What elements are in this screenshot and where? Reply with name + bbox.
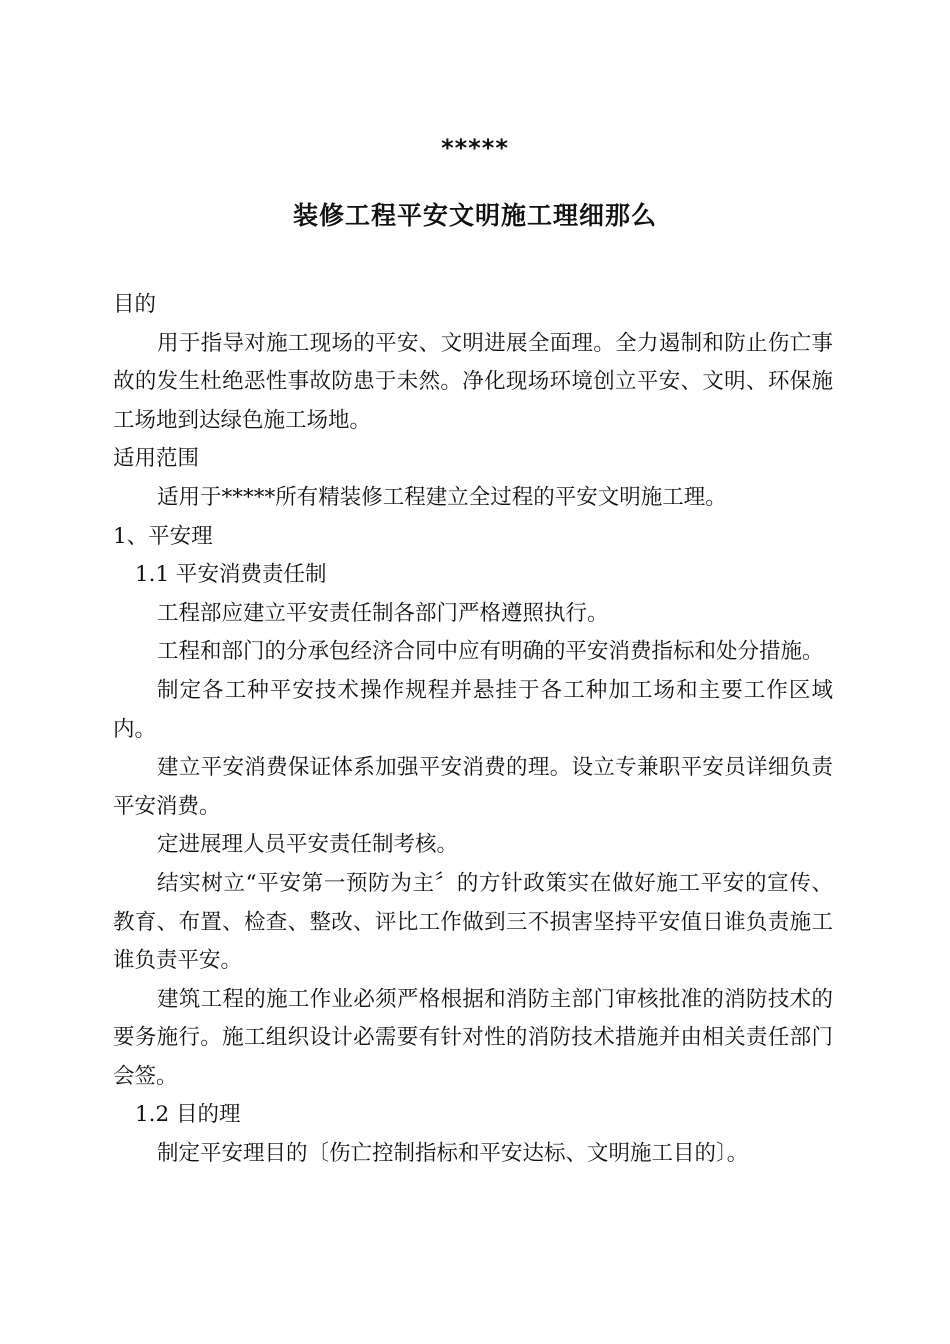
document-code: ***** (441, 134, 509, 162)
paragraph: 制定各工种平安技术操作规程并悬挂于各工种加工场和主要工作区域内。 (113, 677, 833, 742)
document-body (113, 286, 833, 1174)
paragraph: 适用于*****所有精装修工程建立全过程的平安文明施工理。 (157, 484, 727, 510)
paragraph: 建筑工程的施工作业必须严格根据和消防主部门审核批准的消防技术的要务施行。施工组织设计必需要有针对性的消防技术措施并由相关责任部门会签。 (113, 986, 833, 1089)
paragraph: 建立平安消费保证体系加强平安消费的理。设立专兼职平安员详细负责平安消费。 (113, 755, 833, 819)
paragraph: 工程和部门的分承包经济合同中应有明确的平安消费指标和处分措施。 (157, 639, 824, 665)
section-heading-safety: 1、平安理 (113, 523, 213, 549)
document-title: 装修工程平安文明施工理细那么 (292, 201, 657, 230)
paragraph: 结实树立“平安第一预防为主〞的方针政策实在做好施工平安的宣传、教育、布置、检查、整改、评比工作做到三不损害坚持平安值日谁负责施工谁负责平安。 (113, 870, 833, 974)
paragraph: 定进展理人员平安责任制考核。 (157, 832, 459, 858)
paragraph: 用于指导对施工现场的平安、文明进展全面理。全力遏制和防止伤亡事故的发生杜绝恶性事故防患于未然。净化现场环境创立平安、文明、环保施工场地到达绿色施工场地。 (113, 330, 833, 433)
section-heading-purpose: 目的 (113, 292, 157, 317)
subsection-heading: 1.2 目的理 (135, 1102, 241, 1128)
subsection-heading: 1.1 平安消费责任制 (135, 562, 327, 588)
section-heading-scope: 适用范围 (113, 446, 200, 472)
paragraph: 制定平安理目的〔伤亡控制指标和平安达标、文明施工目的〕。 (157, 1141, 749, 1167)
paragraph: 工程部应建立平安责任制各部门严格遵照执行。 (157, 600, 609, 626)
